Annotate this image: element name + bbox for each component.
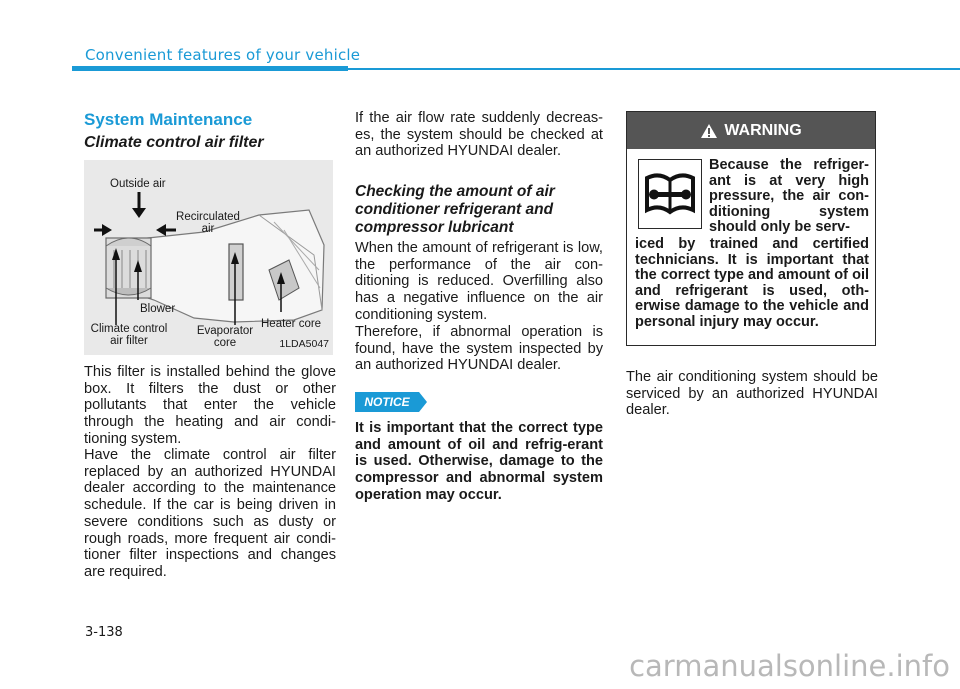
page-number: 3-138	[85, 625, 123, 640]
label-filter-line2: air filter	[110, 335, 148, 347]
manual-wrench-icon	[638, 159, 702, 229]
label-evaporator-line2: core	[213, 337, 237, 349]
filter-paragraph-2: Have the climate control air filter replaced by an authorized HYUNDAI dealer according to the maintenance schedule. If the car is being driven in severe conditions such as dusty or rough roads, more frequent air condi-tioner filter inspections and changes are required.	[84, 447, 336, 580]
notice-badge: NOTICE	[355, 392, 419, 412]
filter-paragraph-1: This filter is installed behind the glove box. It filters the dust or other pollutants that enter the vehicle through the heating and air condi-tioning system.	[84, 364, 336, 447]
watermark: carmanualsonline.info	[629, 649, 950, 683]
header-rule-thin	[348, 68, 960, 70]
label-evaporator-core	[190, 325, 260, 349]
refrigerant-paragraph-2: Therefore, if abnormal operation is found, have the system inspected by an authorized HYUNDAI dealer.	[355, 324, 603, 374]
header-rule-thick	[72, 66, 348, 71]
label-air-filter	[86, 323, 172, 347]
refrigerant-paragraph-1: When the amount of refrigerant is low, the performance of the air con-ditioning is reduced. Overfilling also has a negative influence on the air conditioning system.	[355, 240, 603, 323]
warning-header	[627, 112, 875, 149]
refrigerant-subtitle: Checking the amount of air conditioner refrigerant and compressor lubricant	[355, 183, 555, 236]
label-recirculated-air	[170, 211, 246, 235]
warning-triangle-icon	[700, 123, 718, 139]
figure-code: 1LDA5047	[279, 338, 329, 350]
label-recirculated-line2: air	[201, 223, 215, 235]
warning-label: WARNING	[724, 121, 802, 139]
subsection-title: Climate control air filter	[84, 134, 264, 151]
label-outside-air: Outside air	[110, 178, 166, 190]
warning-text-bottom: iced by trained and certified technicians. It is important that the correct type and amount of oil and refrigerant is used, oth-erwise damage to the vehicle and personal injury may occur.	[635, 236, 869, 330]
running-header: Convenient features of your vehicle	[85, 46, 361, 64]
service-paragraph: The air conditioning system should be serviced by an authorized HYUNDAI dealer.	[626, 369, 878, 419]
warning-box	[626, 111, 876, 346]
warning-text-top: Because the refriger-ant is at very high pressure, the air con-ditioning system should only be serv-	[709, 157, 869, 236]
label-heater-core: Heater core	[261, 318, 322, 330]
notice-text: It is important that the correct type and amount of oil and refrig-erant is used. Otherwise, damage to the compressor and abnormal system operation may occur.	[355, 420, 603, 503]
label-evaporator-line1: Evaporator	[196, 325, 254, 337]
label-blower: Blower	[140, 303, 176, 315]
airflow-paragraph: If the air flow rate suddenly decreas-es, the system should be checked at an authorized HYUNDAI dealer.	[355, 110, 603, 160]
label-recirculated-line1: Recirculated	[176, 211, 240, 223]
label-filter-line1: Climate control	[90, 323, 168, 335]
section-title: System Maintenance	[84, 110, 253, 129]
air-filter-diagram	[84, 160, 333, 355]
